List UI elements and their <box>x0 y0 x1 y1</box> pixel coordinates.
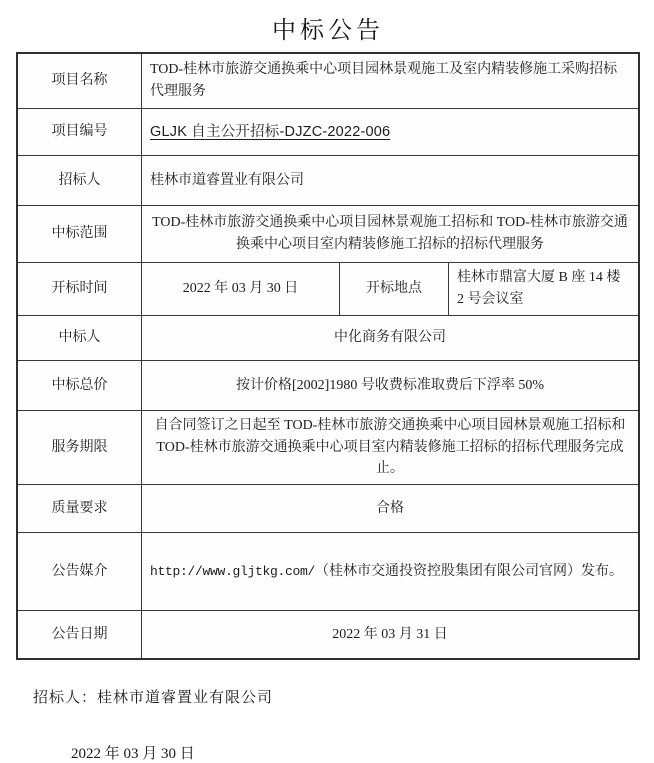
row-service-period <box>18 410 638 484</box>
signature-tenderer: 招标人：桂林市道睿置业有限公司 <box>33 690 274 707</box>
label-tenderer: 招标人 <box>18 156 142 205</box>
page-title: 中标公告 <box>272 18 384 44</box>
row-project-number <box>18 108 638 155</box>
value-opening-time: 2022 年 03 月 30 日 <box>182 281 299 297</box>
label-opening-place: 开标地点 <box>339 263 449 315</box>
row-total-price <box>18 360 638 410</box>
signature-block <box>16 686 640 763</box>
row-opening-time-place <box>18 262 638 315</box>
label-winner: 中标人 <box>18 316 142 360</box>
row-announcement-date <box>18 610 638 658</box>
row-project-name <box>18 54 638 108</box>
value-opening-place: 桂林市鼎富大厦 B 座 14 楼 2 号会议室 <box>457 270 621 307</box>
value-announcement-media <box>142 533 638 610</box>
row-bid-scope <box>18 205 638 262</box>
value-project-number <box>142 109 638 155</box>
row-announcement-media <box>18 532 638 610</box>
value-tenderer: 桂林市道睿置业有限公司 <box>150 172 304 188</box>
announcement-url: http://www.gljtkg.com/ <box>150 563 316 579</box>
value-total-price: 按计价格[2002]1980 号收费标准取费后下浮率 50% <box>236 377 544 393</box>
value-announcement-date: 2022 年 03 月 31 日 <box>332 626 448 642</box>
label-bid-scope: 中标范围 <box>18 206 142 262</box>
row-quality-requirement <box>18 484 638 532</box>
row-tenderer <box>18 155 638 205</box>
bid-announcement-table <box>16 52 640 660</box>
label-project-number: 项目编号 <box>18 109 142 155</box>
label-service-period: 服务期限 <box>18 411 142 484</box>
label-announcement-date: 公告日期 <box>18 611 142 658</box>
value-bid-scope: TOD-桂林市旅游交通换乘中心项目园林景观施工招标和 TOD-桂林市旅游交通换乘中心项目室内精装修施工招标的招标代理服务 <box>152 215 628 252</box>
value-winner: 中化商务有限公司 <box>334 330 446 346</box>
row-winner <box>18 315 638 360</box>
label-project-name: 项目名称 <box>18 54 142 108</box>
label-total-price: 中标总价 <box>18 361 142 410</box>
project-number-text: GLJK 自主公开招标-DJZC-2022-006 <box>150 123 391 140</box>
value-project-name: TOD-桂林市旅游交通换乘中心项目园林景观施工及室内精装修施工采购招标代理服务 <box>150 62 618 99</box>
label-announcement-media: 公告媒介 <box>18 533 142 610</box>
value-service-period: 自合同签订之日起至 TOD-桂林市旅游交通换乘中心项目园林景观施工招标和 TOD-桂林市旅游交通换乘中心项目室内精装修施工招标的招标代理服务完成止。 <box>154 418 626 477</box>
label-opening-time: 开标时间 <box>18 263 142 315</box>
value-quality-requirement: 合格 <box>376 500 404 516</box>
label-quality-requirement: 质量要求 <box>18 485 142 532</box>
announcement-media-suffix: （桂林市交通投资控股集团有限公司官网）发布。 <box>315 563 624 579</box>
signature-date: 2022 年 03 月 30 日 <box>71 746 195 763</box>
